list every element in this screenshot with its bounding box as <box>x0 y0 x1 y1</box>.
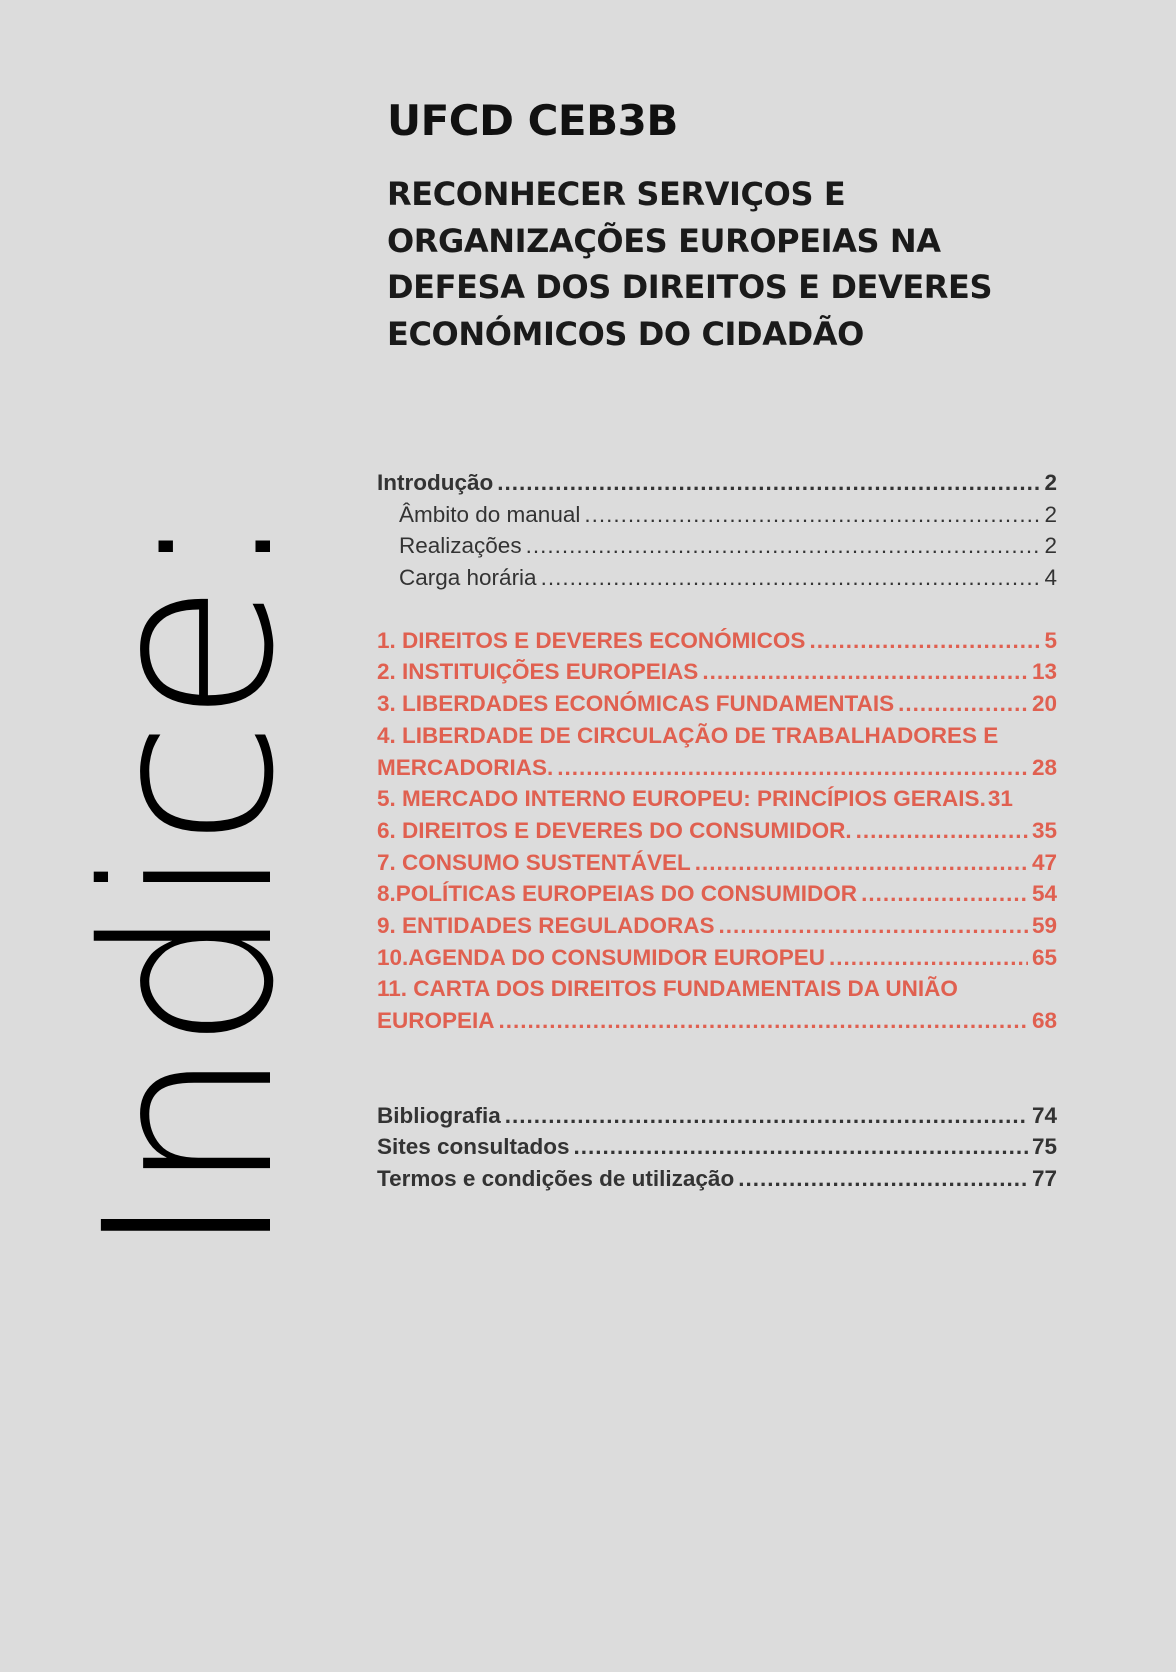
toc-label: MERCADORIAS. <box>377 754 554 780</box>
toc-entry-chapter-11-line1[interactable]: 11. CARTA DOS DIREITOS FUNDAMENTAIS DA UNIÃO <box>377 976 958 1002</box>
toc-entry-chapter-2[interactable] <box>377 656 1057 688</box>
toc-entry-chapter-4-line1[interactable]: 4. LIBERDADE DE CIRCULAÇÃO DE TRABALHADORES E <box>377 722 999 748</box>
course-title <box>387 171 1007 357</box>
toc-label: 2. INSTITUIÇÕES EUROPEIAS <box>377 659 699 685</box>
toc-leader <box>898 688 1028 720</box>
toc-entry-sites[interactable] <box>377 1131 1057 1163</box>
toc-entry-chapter-10[interactable] <box>377 942 1057 974</box>
course-code: UFCD CEB3B <box>387 96 678 145</box>
toc-page-number: 28 <box>1031 754 1057 780</box>
toc-page-number: 54 <box>1031 881 1057 907</box>
toc-label: Carga horária <box>399 565 537 591</box>
course-title-line: ORGANIZAÇÕES EUROPEIAS NA <box>387 221 941 260</box>
toc-leader <box>861 878 1028 910</box>
toc-page-number: 68 <box>1031 1008 1057 1033</box>
toc-leader <box>499 1005 1028 1037</box>
toc-label: Introdução <box>377 470 494 495</box>
toc-leader <box>541 562 1041 594</box>
toc-entry-sub[interactable] <box>377 499 1057 531</box>
toc-entry-chapter-8[interactable] <box>377 878 1057 910</box>
toc-entry-chapter-1[interactable] <box>377 625 1057 657</box>
toc-leader <box>719 910 1028 942</box>
toc-label: Termos e condições de utilização <box>377 1166 735 1192</box>
toc-page-number: 65 <box>1031 944 1057 970</box>
toc-label: 7. CONSUMO SUSTENTÁVEL <box>377 849 691 875</box>
toc-leader <box>856 815 1028 847</box>
toc-page-number: 5 <box>1044 627 1057 653</box>
toc-page-number: 74 <box>1031 1102 1057 1128</box>
toc-entry-chapter-4[interactable] <box>377 752 1057 784</box>
toc-entry-chapter-6[interactable] <box>377 815 1057 847</box>
toc-page-number: 2 <box>1044 501 1057 527</box>
toc-entry-intro[interactable] <box>377 467 1057 499</box>
toc-label: 3. LIBERDADES ECONÓMICAS FUNDAMENTAIS <box>377 691 895 717</box>
toc-leader <box>829 942 1028 974</box>
toc-leader <box>584 499 1040 531</box>
toc-spacer <box>377 1037 1057 1100</box>
course-title-line: ECONÓMICOS DO CIDADÃO <box>387 314 864 353</box>
toc-entry-chapter-7[interactable] <box>377 847 1057 879</box>
toc-label: Realizações <box>399 533 522 559</box>
toc-page-number: 2 <box>1044 470 1057 495</box>
toc-page-number: 4 <box>1044 565 1057 591</box>
toc-label: 5. MERCADO INTERNO EUROPEU: PRINCÍPIOS GERAIS. <box>377 786 986 812</box>
toc-label: 8.POLÍTICAS EUROPEIAS DO CONSUMIDOR <box>377 881 858 907</box>
toc-leader <box>702 656 1028 688</box>
table-of-contents <box>377 467 1057 1195</box>
toc-entry-chapter-5[interactable] <box>377 783 1057 815</box>
toc-page-number: 59 <box>1031 912 1057 938</box>
course-title-line: DEFESA DOS DIREITOS E DEVERES <box>387 268 993 306</box>
course-title-line: RECONHECER SERVIÇOS E <box>387 175 846 213</box>
toc-leader <box>557 752 1028 784</box>
toc-page-number: 2 <box>1044 533 1057 559</box>
toc-page-number: 35 <box>1031 817 1057 843</box>
toc-leader <box>526 530 1041 562</box>
toc-spacer <box>377 594 1057 625</box>
toc-entry-chapter-3[interactable] <box>377 688 1057 720</box>
toc-label: Sites consultados <box>377 1134 570 1160</box>
toc-label: 6. DIREITOS E DEVERES DO CONSUMIDOR. <box>377 817 852 843</box>
toc-page-number: 75 <box>1031 1134 1057 1160</box>
toc-entry-bibliografia[interactable] <box>377 1100 1057 1132</box>
toc-label: EUROPEIA <box>377 1008 495 1033</box>
toc-leader <box>497 467 1040 499</box>
toc-entry-sub[interactable] <box>377 530 1057 562</box>
toc-label: 1. DIREITOS E DEVERES ECONÓMICOS <box>377 627 806 653</box>
toc-label: 10.AGENDA DO CONSUMIDOR EUROPEU <box>377 944 825 970</box>
toc-leader <box>505 1100 1028 1132</box>
toc-leader <box>738 1163 1028 1195</box>
toc-page-number: 77 <box>1031 1166 1057 1192</box>
toc-entry-sub[interactable] <box>377 562 1057 594</box>
toc-label: Âmbito do manual <box>399 501 581 527</box>
toc-page-number: 20 <box>1031 691 1057 717</box>
toc-page-number: 47 <box>1031 849 1057 875</box>
side-title-indice: Indice: <box>55 511 325 1259</box>
toc-label: 9. ENTIDADES REGULADORAS <box>377 912 715 938</box>
toc-leader <box>695 847 1028 879</box>
toc-label: Bibliografia <box>377 1102 501 1128</box>
toc-entry-chapter-11[interactable] <box>377 1005 1057 1037</box>
toc-entry-chapter-9[interactable] <box>377 910 1057 942</box>
toc-leader <box>809 625 1040 657</box>
toc-page-number: 13 <box>1031 659 1057 685</box>
toc-page-number: 31 <box>987 786 1013 812</box>
document-header <box>387 96 1007 357</box>
toc-leader <box>574 1131 1028 1163</box>
toc-entry-termos[interactable] <box>377 1163 1057 1195</box>
